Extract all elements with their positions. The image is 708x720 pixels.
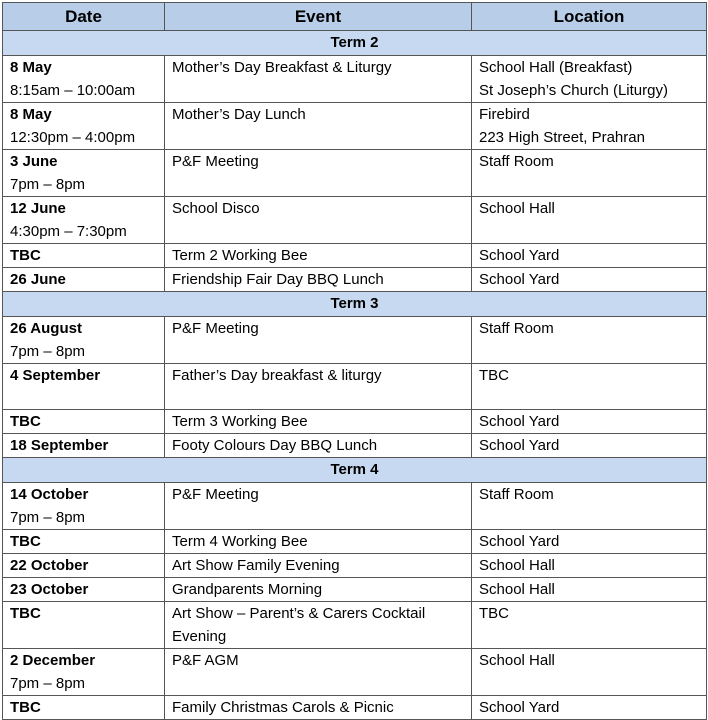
event-name: Footy Colours Day BBQ Lunch bbox=[172, 437, 378, 454]
event-date: TBC bbox=[10, 699, 41, 716]
event-date: 3 June bbox=[10, 153, 58, 170]
location-detail: St Joseph’s Church (Liturgy) bbox=[479, 82, 668, 99]
event-date: 22 October bbox=[10, 557, 89, 574]
event-time: 7pm – 8pm bbox=[10, 176, 86, 193]
event-cell bbox=[165, 317, 472, 364]
event-row bbox=[3, 530, 707, 554]
location-name: School Yard bbox=[479, 247, 560, 264]
event-time: 8:15am – 10:00am bbox=[10, 82, 136, 99]
event-cell bbox=[165, 554, 472, 578]
event-cell bbox=[165, 483, 472, 530]
date-cell bbox=[3, 268, 165, 292]
date-cell bbox=[3, 483, 165, 530]
location-column-header: Location bbox=[472, 3, 707, 31]
location-cell bbox=[472, 410, 707, 434]
event-name: Father’s Day breakfast & liturgy bbox=[172, 367, 382, 384]
term-heading: Term 3 bbox=[3, 292, 707, 317]
event-cell bbox=[165, 696, 472, 720]
term-heading: Term 4 bbox=[3, 458, 707, 483]
location-cell bbox=[472, 483, 707, 530]
event-row bbox=[3, 578, 707, 602]
location-cell bbox=[472, 602, 707, 649]
location-detail: 223 High Street, Prahran bbox=[479, 129, 645, 146]
event-date: TBC bbox=[10, 533, 41, 550]
date-cell bbox=[3, 197, 165, 244]
event-name: P&F Meeting bbox=[172, 153, 259, 170]
location-name: TBC bbox=[479, 605, 509, 622]
location-name: Staff Room bbox=[479, 320, 554, 337]
location-cell bbox=[472, 197, 707, 244]
location-name: Firebird bbox=[479, 106, 530, 123]
event-row bbox=[3, 434, 707, 458]
date-cell bbox=[3, 150, 165, 197]
date-cell bbox=[3, 410, 165, 434]
event-row bbox=[3, 483, 707, 530]
event-name: Term 4 Working Bee bbox=[172, 533, 308, 550]
event-date: 8 May bbox=[10, 106, 52, 123]
event-name: Art Show Family Evening bbox=[172, 557, 340, 574]
term-heading-row bbox=[3, 292, 707, 317]
location-cell bbox=[472, 530, 707, 554]
event-name-continued: Evening bbox=[172, 628, 227, 645]
date-cell bbox=[3, 364, 165, 410]
date-cell bbox=[3, 649, 165, 696]
location-name: School Yard bbox=[479, 699, 560, 716]
location-name: School Yard bbox=[479, 533, 560, 550]
event-time: 7pm – 8pm bbox=[10, 509, 86, 526]
event-date: 4 September bbox=[10, 367, 101, 384]
location-cell bbox=[472, 578, 707, 602]
event-row bbox=[3, 364, 707, 410]
event-cell bbox=[165, 197, 472, 244]
events-table-body bbox=[3, 31, 707, 720]
event-cell bbox=[165, 268, 472, 292]
date-cell bbox=[3, 554, 165, 578]
date-cell bbox=[3, 696, 165, 720]
event-cell bbox=[165, 602, 472, 649]
location-cell bbox=[472, 317, 707, 364]
event-name: Family Christmas Carols & Picnic bbox=[172, 699, 394, 716]
events-table bbox=[2, 2, 707, 720]
date-cell bbox=[3, 602, 165, 649]
location-cell bbox=[472, 434, 707, 458]
event-cell bbox=[165, 56, 472, 103]
event-date: 26 June bbox=[10, 271, 66, 288]
event-name: Art Show – Parent’s & Carers Cocktail bbox=[172, 605, 426, 622]
date-cell bbox=[3, 56, 165, 103]
event-date: 26 August bbox=[10, 320, 82, 337]
date-cell bbox=[3, 530, 165, 554]
event-date: TBC bbox=[10, 413, 41, 430]
location-name: School Hall bbox=[479, 652, 555, 669]
event-time: 7pm – 8pm bbox=[10, 675, 86, 692]
event-name: Term 3 Working Bee bbox=[172, 413, 308, 430]
event-date: 12 June bbox=[10, 200, 66, 217]
location-cell bbox=[472, 103, 707, 150]
header-row bbox=[3, 3, 707, 31]
event-row bbox=[3, 244, 707, 268]
date-cell bbox=[3, 317, 165, 364]
date-cell bbox=[3, 244, 165, 268]
event-date: 14 October bbox=[10, 486, 89, 503]
location-name: School Hall bbox=[479, 581, 555, 598]
location-name: Staff Room bbox=[479, 153, 554, 170]
event-date: 2 December bbox=[10, 652, 96, 669]
location-cell bbox=[472, 649, 707, 696]
location-cell bbox=[472, 696, 707, 720]
location-name: Staff Room bbox=[479, 486, 554, 503]
location-name: School Hall bbox=[479, 200, 555, 217]
location-cell bbox=[472, 150, 707, 197]
date-column-header: Date bbox=[3, 3, 165, 31]
event-row bbox=[3, 150, 707, 197]
event-row bbox=[3, 554, 707, 578]
event-cell bbox=[165, 578, 472, 602]
event-row bbox=[3, 317, 707, 364]
location-cell bbox=[472, 554, 707, 578]
event-date: TBC bbox=[10, 247, 41, 264]
event-date: TBC bbox=[10, 605, 41, 622]
event-row bbox=[3, 602, 707, 649]
location-name: School Hall bbox=[479, 557, 555, 574]
location-name: TBC bbox=[479, 367, 509, 384]
event-cell bbox=[165, 530, 472, 554]
location-name: School Hall (Breakfast) bbox=[479, 59, 633, 76]
event-cell bbox=[165, 103, 472, 150]
date-cell bbox=[3, 578, 165, 602]
event-row bbox=[3, 410, 707, 434]
event-cell bbox=[165, 410, 472, 434]
location-name: School Yard bbox=[479, 413, 560, 430]
location-cell bbox=[472, 364, 707, 410]
event-name: Friendship Fair Day BBQ Lunch bbox=[172, 271, 384, 288]
event-time: 4:30pm – 7:30pm bbox=[10, 223, 127, 240]
location-name: School Yard bbox=[479, 437, 560, 454]
event-row bbox=[3, 268, 707, 292]
date-cell bbox=[3, 103, 165, 150]
event-date: 8 May bbox=[10, 59, 52, 76]
event-date: 23 October bbox=[10, 581, 89, 598]
event-name: P&F AGM bbox=[172, 652, 239, 669]
event-name: Term 2 Working Bee bbox=[172, 247, 308, 264]
date-cell bbox=[3, 434, 165, 458]
location-cell bbox=[472, 268, 707, 292]
event-time: 12:30pm – 4:00pm bbox=[10, 129, 136, 146]
location-cell bbox=[472, 244, 707, 268]
event-column-header: Event bbox=[165, 3, 472, 31]
event-cell bbox=[165, 649, 472, 696]
event-row bbox=[3, 103, 707, 150]
event-row bbox=[3, 56, 707, 103]
event-cell bbox=[165, 150, 472, 197]
term-heading: Term 2 bbox=[3, 31, 707, 56]
term-heading-row bbox=[3, 31, 707, 56]
event-name: Mother’s Day Lunch bbox=[172, 106, 306, 123]
event-name: Grandparents Morning bbox=[172, 581, 323, 598]
location-cell bbox=[472, 56, 707, 103]
event-cell bbox=[165, 434, 472, 458]
event-name: School Disco bbox=[172, 200, 260, 217]
event-cell bbox=[165, 244, 472, 268]
event-date: 18 September bbox=[10, 437, 109, 454]
event-name: Mother’s Day Breakfast & Liturgy bbox=[172, 59, 392, 76]
term-heading-row bbox=[3, 458, 707, 483]
location-name: School Yard bbox=[479, 271, 560, 288]
event-row bbox=[3, 696, 707, 720]
event-name: P&F Meeting bbox=[172, 320, 259, 337]
event-time: 7pm – 8pm bbox=[10, 343, 86, 360]
event-row bbox=[3, 649, 707, 696]
event-cell bbox=[165, 364, 472, 410]
event-row bbox=[3, 197, 707, 244]
event-name: P&F Meeting bbox=[172, 486, 259, 503]
